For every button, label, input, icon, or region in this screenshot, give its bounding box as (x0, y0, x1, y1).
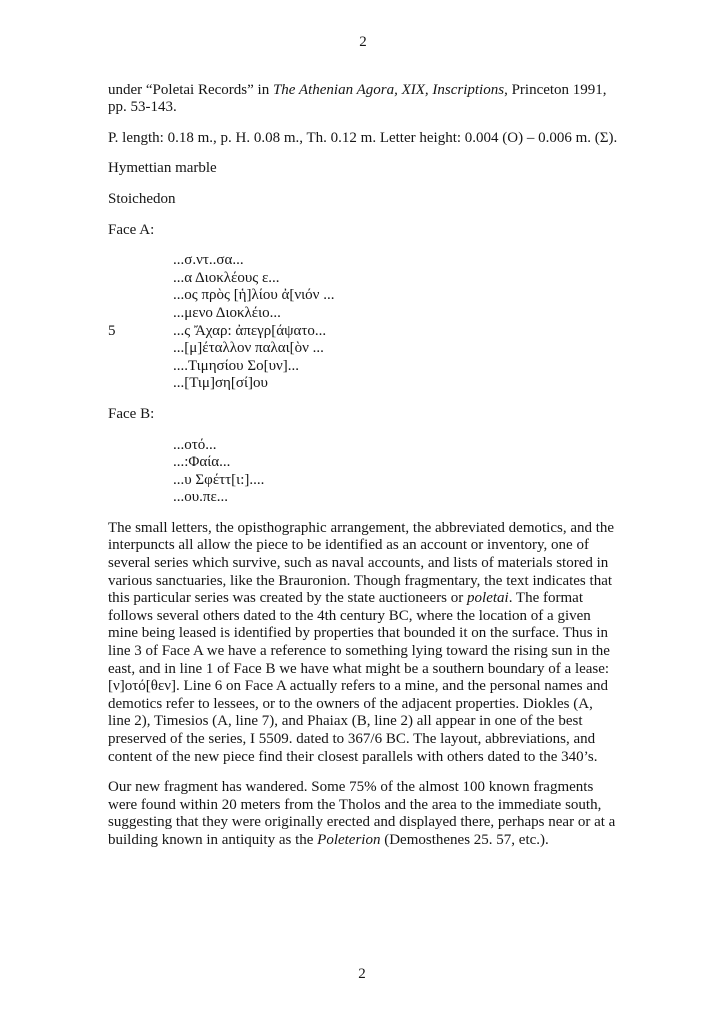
commentary-text-2: . The format follows several others dated to the 4th century BC, where the location of a given mine being leased is identified by properties that bounded it on the surface. Thus in line 3 of Face A we have a reference to something lying toward the rising sun in the east, and in line 1 of Face B we have what might be a southern boundary of a lease: [ν]οτό[θεν]. Line 6 on Face A actually refers to a mine, and the personal names and demotics refer to lessees, or to the owners of the adjacent properties. Diokles (A, line 2), Timesios (A, line 7), and Phaiax (B, line 2) all appear in one of the best preserved of the series, I 5509. dated to 367/6 BC. The layout, abbreviations, and content of the new piece find their closest parallels with others dated to the 340’s. (108, 590, 610, 765)
face-a-line-5 (108, 323, 618, 341)
face-b-line-3-text: ...υ Σφέττ[ι:].... (173, 471, 265, 488)
citation-paragraph (108, 82, 618, 117)
commentary-poletai-italic: poletai (467, 590, 509, 607)
face-a-line-4-text: ...μενο Διοκλέιο... (173, 304, 281, 321)
provenance-paragraph (108, 779, 618, 849)
face-a-line-7-text: ....Τιμησίου Σο[υν]... (173, 357, 300, 374)
commentary-text-1: The small letters, the opisthographic arrangement, the abbreviated demotics, and the interpuncts all allow the piece to be identified as an account or inventory, one of several series which survive, such as naval accounts, and lists of materials stored in various sanctuaries, like the Brauronion. Though fragmentary, the text indicates that this particular series was created by the state auctioneers or (108, 519, 615, 607)
commentary-paragraph (108, 520, 618, 766)
face-a-line-6-text: ...[μ]έταλλον παλαι[ὸν ... (173, 340, 324, 357)
face-a-heading: Face A: (108, 221, 155, 238)
face-a-line-4 (108, 305, 618, 323)
face-b-line-4-text: ...ου.πε... (173, 489, 229, 506)
face-b-line-1-text: ...οτό... (173, 436, 217, 453)
face-a-line-7 (108, 358, 618, 376)
face-b-line-2 (108, 454, 618, 472)
provenance-text-2: (Demosthenes 25. 57, etc.). (380, 831, 549, 848)
face-b-line-1 (108, 437, 618, 455)
face-a-line-2 (108, 270, 618, 288)
face-b-line-2-text: ...:Φαία... (173, 454, 231, 471)
provenance-poleterion-italic: Poleterion (317, 831, 381, 848)
face-a-line-8-text: ...[Τιμ]ση[σί]ου (173, 375, 268, 392)
measurements-paragraph: P. length: 0.18 m., p. H. 0.08 m., Th. 0.12 m. Letter height: 0.004 (O) – 0.006 m. (Σ). (108, 129, 618, 146)
face-b-line-4 (108, 489, 618, 507)
page-number-header: 2 (359, 34, 367, 50)
face-a-line-1-text: ...σ.ντ..σα... (173, 252, 244, 269)
provenance-text-1: Our new fragment has wandered. Some 75% of the almost 100 known fragments were found within 20 meters from the Tholos and the area to the immediate south, suggesting that they were originally erected and displayed there, perhaps near or at a building known in antiquity as the (108, 779, 616, 848)
face-b-transcription (108, 437, 618, 507)
line-number-5: 5 (108, 322, 116, 339)
face-a-line-1 (108, 252, 618, 270)
citation-title-italic: The Athenian Agora, XIX, Inscriptions (272, 81, 505, 98)
face-a-line-5-text: ...ς Ἄχαρ: ἀπεγρ[άψατο... (173, 322, 327, 339)
face-a-line-8 (108, 375, 618, 393)
face-a-line-3 (108, 287, 618, 305)
face-b-line-3 (108, 472, 618, 490)
face-a-line-6 (108, 340, 618, 358)
face-a-line-2-text: ...α Διοκλέους ε... (173, 269, 280, 286)
face-a-line-3-text: ...ος πρὸς [ἡ]λίου ἀ[νιόν ... (173, 287, 335, 304)
page-number-footer: 2 (358, 966, 366, 983)
face-b-heading: Face B: (108, 405, 155, 422)
citation-text-1: under “Poletai Records” in (108, 81, 273, 98)
face-a-transcription (108, 252, 618, 393)
citation-text-2: , Princeton 1991, pp. 53-143. (108, 81, 607, 116)
material-paragraph: Hymettian marble (108, 160, 217, 177)
arrangement-paragraph: Stoichedon (108, 190, 176, 207)
